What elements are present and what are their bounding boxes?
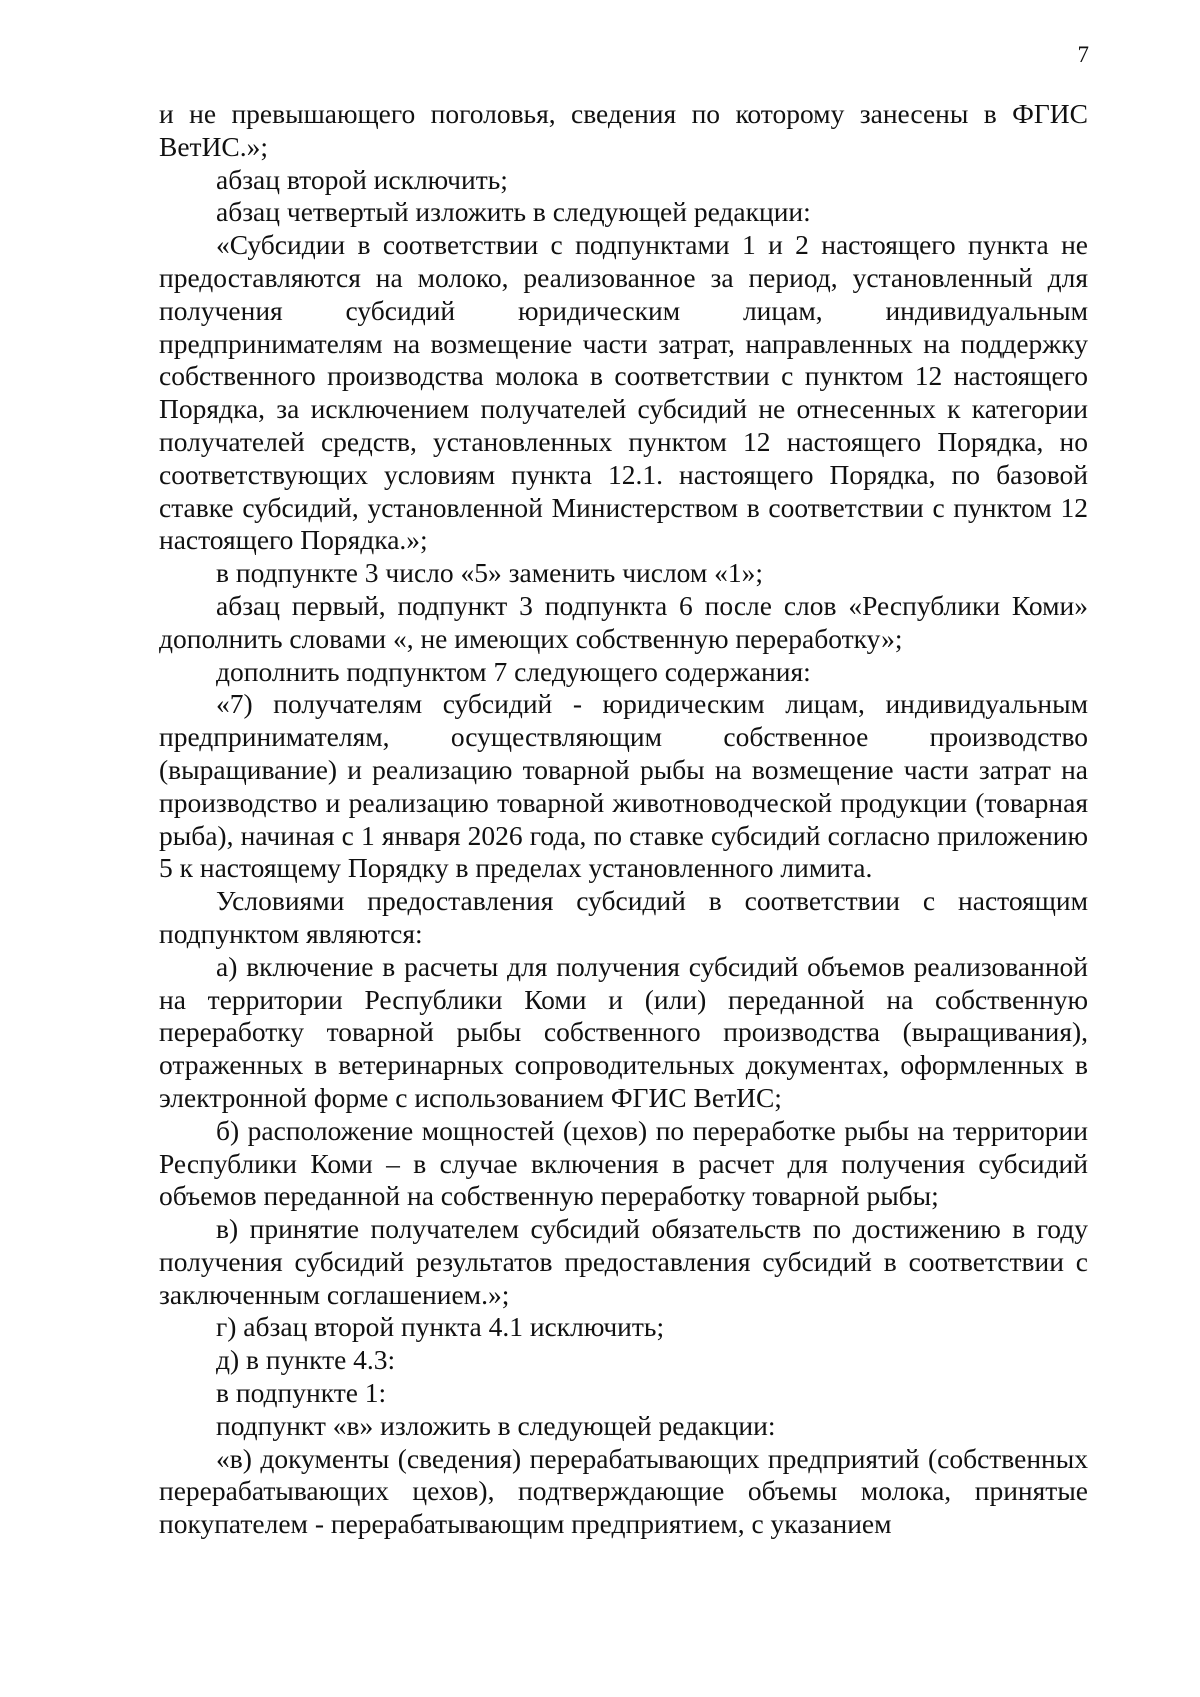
paragraph: подпункт «в» изложить в следующей редакции:: [216, 1409, 776, 1441]
paragraph: а) включение в расчеты для получения субсидий объемов реализованной на территории Республики Коми и (или) переданной на собственную переработку товарной рыбы собственного производства (выращивания), отраженных в ветеринарных сопроводительных документах, оформленных в электронной форме с использованием ФГИС ВетИС;: [159, 950, 1088, 1113]
paragraph: «Субсидии в соответствии с подпунктами 1 и 2 настоящего пункта не предоставляются на молоко, реализованное за период, установленный для получения субсидий юридическим лицам, индивидуальным предпринимателям на возмещение части затрат, направленных на поддержку собственного производства молока в соответствии с пунктом 12 настоящего Порядка, за исключением получателей субсидий не отнесенных к категории получателей средств, установленных пунктом 12 настоящего Порядка, но соответствующих условиям пункта 12.1. настоящего Порядка, по базовой ставке субсидий, установленной Министерством в соответствии с пунктом 12 настоящего Порядка.»;: [159, 229, 1088, 556]
page-number: 7: [1077, 42, 1089, 67]
paragraph: и не превышающего поголовья, сведения по которому занесены в ФГИС ВетИС.»;: [159, 98, 1088, 162]
paragraph: абзац второй исключить;: [216, 163, 508, 195]
paragraph: «7) получателям субсидий - юридическим лицам, индивидуальным предпринимателям, осуществляющим собственное производство (выращивание) и реализацию товарной рыбы на возмещение части затрат на производство и реализацию товарной животноводческой продукции (товарная рыба), начиная с 1 января 2026 года, по ставке субсидий согласно приложению 5 к настоящему Порядку в пределах установленного лимита.: [159, 688, 1088, 884]
paragraph: в подпункте 1:: [216, 1377, 387, 1409]
paragraph: абзац четвертый изложить в следующей редакции:: [216, 196, 811, 228]
paragraph: Условиями предоставления субсидий в соответствии с настоящим подпунктом являются:: [159, 885, 1088, 949]
paragraph: дополнить подпунктом 7 следующего содержания:: [216, 655, 811, 687]
paragraph: «в) документы (сведения) перерабатывающих предприятий (собственных перерабатывающих цехов), подтверждающие объемы молока, принятые покупателем - перерабатывающим предприятием, с указанием: [159, 1442, 1088, 1540]
paragraph: абзац первый, подпункт 3 подпункта 6 после слов «Республики Коми» дополнить словами «, не имеющих собственную переработку»;: [159, 589, 1088, 654]
paragraph: г) абзац второй пункта 4.1 исключить;: [216, 1311, 665, 1343]
paragraph: б) расположение мощностей (цехов) по переработке рыбы на территории Республики Коми – в случае включения в расчет для получения субсидий объемов переданной на собственную переработку товарной рыбы;: [159, 1114, 1088, 1212]
document-body: [159, 98, 1088, 1541]
paragraph: в) принятие получателем субсидий обязательств по достижению в году получения субсидий результатов предоставления субсидий в соответствии с заключенным соглашением.»;: [159, 1213, 1088, 1310]
paragraph: в подпункте 3 число «5» заменить числом «1»;: [216, 557, 764, 589]
paragraph: д) в пункте 4.3:: [216, 1344, 396, 1376]
